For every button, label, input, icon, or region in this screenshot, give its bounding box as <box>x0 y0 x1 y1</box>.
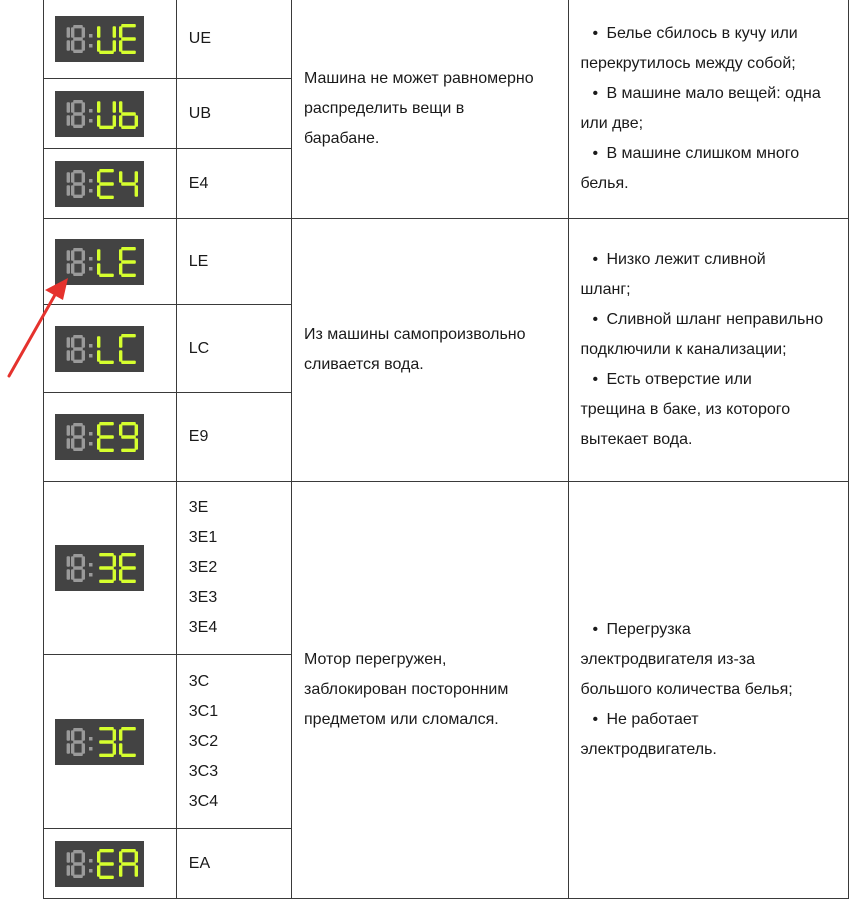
error-code: UB <box>188 104 212 122</box>
display-segment <box>97 438 100 450</box>
display-segment <box>73 112 83 115</box>
display-segment <box>99 169 114 172</box>
display-segment <box>73 170 83 173</box>
display-segment <box>97 249 100 261</box>
display-segment <box>121 182 136 185</box>
display-segment <box>121 125 136 128</box>
display-segment <box>99 580 114 583</box>
display-segment <box>119 865 122 877</box>
display-segment <box>99 875 114 878</box>
display-segment <box>71 852 74 863</box>
display-colon <box>89 119 93 123</box>
display-segment <box>67 102 70 113</box>
display-colon <box>89 34 93 38</box>
fault-description: Машина не может равномерно распределить вещи в барабане. <box>304 69 534 147</box>
display-segment <box>119 569 122 581</box>
display-segment <box>121 553 136 556</box>
display-segment <box>73 874 83 877</box>
display-segment <box>67 852 70 863</box>
display-segment <box>99 862 114 865</box>
error-code: LC <box>188 339 210 357</box>
error-code: UE <box>188 29 212 47</box>
display-cell <box>44 149 177 219</box>
display-segment <box>121 727 136 730</box>
display-segment <box>119 101 122 113</box>
code-cell <box>176 305 291 393</box>
display-segment <box>119 555 122 567</box>
display-segment <box>121 580 136 583</box>
display-segment <box>67 569 70 580</box>
display-segment <box>113 101 116 113</box>
display-segment <box>82 865 85 876</box>
display-segment <box>67 865 70 876</box>
display-segment <box>99 849 114 852</box>
code-cell <box>176 393 291 482</box>
display-segment <box>97 171 100 183</box>
display-segment <box>97 101 100 113</box>
display-segment <box>73 37 83 40</box>
display-segment <box>99 125 114 128</box>
display-segment <box>97 115 100 127</box>
display-segment <box>71 115 74 126</box>
display-segment <box>121 449 136 452</box>
display-segment <box>119 743 122 755</box>
cause-item: • Белье сбилось в кучу или перекрутилось между собой; <box>580 19 848 79</box>
display-segment <box>71 730 74 741</box>
display-segment <box>82 337 85 348</box>
description-cell <box>292 219 569 482</box>
display-segment <box>71 438 74 449</box>
display-colon <box>89 257 93 261</box>
display-segment <box>73 579 83 582</box>
display-segment <box>67 556 70 567</box>
error-code: 3E1 <box>188 529 218 546</box>
description-cell <box>292 0 569 219</box>
display-segment <box>113 115 116 127</box>
code-cell <box>176 482 291 655</box>
error-code: E9 <box>188 428 209 445</box>
display-segment <box>82 185 85 196</box>
display-segment <box>121 360 136 363</box>
display-segment <box>97 865 100 877</box>
error-code: 3C1 <box>188 702 219 720</box>
display-segment <box>135 424 138 436</box>
causes-cell <box>569 219 849 482</box>
display-segment <box>113 729 116 741</box>
display-segment <box>121 422 136 425</box>
display-colon <box>89 442 93 446</box>
error-display-icon <box>55 91 144 137</box>
display-segment <box>135 185 138 197</box>
error-code: LE <box>188 252 209 270</box>
table-row <box>44 0 849 79</box>
red-arrow-icon <box>0 260 80 385</box>
display-segment <box>99 422 114 425</box>
display-segment <box>73 124 83 127</box>
display-cell <box>44 393 177 482</box>
display-colon <box>89 859 93 863</box>
display-segment <box>73 850 83 853</box>
causes-list <box>580 615 848 765</box>
display-colon <box>89 563 93 567</box>
display-segment <box>73 182 83 185</box>
display-segment <box>82 852 85 863</box>
display-segment <box>82 250 85 261</box>
display-segment <box>113 569 116 581</box>
error-codes-table <box>43 0 849 899</box>
display-segment <box>73 448 83 451</box>
display-segment <box>73 554 83 557</box>
error-code: 3E4 <box>188 619 218 636</box>
display-segment <box>135 438 138 450</box>
display-segment <box>121 273 136 276</box>
error-code: EA <box>188 854 211 872</box>
display-segment <box>121 435 136 438</box>
display-segment <box>67 425 70 436</box>
display-segment <box>82 425 85 436</box>
error-display-icon <box>55 414 144 460</box>
display-segment <box>119 249 122 261</box>
display-segment <box>121 50 136 53</box>
display-colon <box>89 869 93 873</box>
display-segment <box>73 25 83 28</box>
display-segment <box>121 24 136 27</box>
code-cell <box>176 219 291 305</box>
display-segment <box>82 743 85 754</box>
display-segment <box>71 425 74 436</box>
display-segment <box>97 851 100 863</box>
description-cell <box>292 482 569 899</box>
display-segment <box>99 753 114 756</box>
display-segment <box>135 865 138 877</box>
error-display-icon <box>55 841 144 887</box>
code-cell <box>176 0 291 79</box>
display-segment <box>119 729 122 741</box>
display-colon <box>89 354 93 358</box>
display-segment <box>121 566 136 569</box>
display-segment <box>82 27 85 38</box>
display-segment <box>99 195 114 198</box>
display-cell <box>44 482 177 655</box>
display-segment <box>99 273 114 276</box>
display-cell <box>44 655 177 829</box>
causes-list <box>580 245 848 455</box>
display-segment <box>73 248 83 251</box>
display-segment <box>119 263 122 275</box>
display-segment <box>82 102 85 113</box>
error-code: 3C4 <box>188 792 219 810</box>
error-code: E4 <box>188 174 209 192</box>
display-segment <box>99 553 114 556</box>
display-cell <box>44 0 177 79</box>
display-segment <box>99 360 114 363</box>
display-colon <box>89 109 93 113</box>
display-segment <box>119 851 122 863</box>
display-segment <box>121 862 136 865</box>
display-segment <box>71 743 74 754</box>
table-row <box>44 219 849 305</box>
display-segment <box>135 171 138 183</box>
display-segment <box>73 435 83 438</box>
display-colon <box>89 747 93 751</box>
display-segment <box>67 27 70 38</box>
display-segment <box>82 172 85 183</box>
display-segment <box>82 556 85 567</box>
error-display-icon <box>55 719 144 765</box>
display-segment <box>73 862 83 865</box>
error-display-icon <box>55 16 144 62</box>
display-colon <box>89 267 93 271</box>
display-segment <box>113 26 116 38</box>
display-segment <box>121 247 136 250</box>
display-segment <box>121 112 136 115</box>
display-colon <box>89 179 93 183</box>
cause-item: • Сливной шланг неправильно подключили к канализации; <box>580 305 835 365</box>
display-segment <box>97 26 100 38</box>
display-cell <box>44 79 177 149</box>
display-segment <box>97 263 100 275</box>
display-segment <box>82 569 85 580</box>
error-code: 3C <box>188 672 210 690</box>
display-segment <box>73 100 83 103</box>
display-segment <box>71 40 74 51</box>
display-segment <box>71 250 74 261</box>
display-segment <box>97 185 100 197</box>
display-segment <box>121 37 136 40</box>
display-colon <box>89 44 93 48</box>
display-cell <box>44 829 177 899</box>
display-segment <box>82 263 85 274</box>
cause-item: • В машине мало вещей: одна или две; <box>580 79 848 139</box>
display-segment <box>135 851 138 863</box>
display-segment <box>99 566 114 569</box>
causes-cell <box>569 482 849 899</box>
table-row <box>44 482 849 655</box>
causes-list <box>580 19 848 199</box>
display-segment <box>82 115 85 126</box>
display-segment <box>73 49 83 52</box>
display-segment <box>97 424 100 436</box>
display-segment <box>82 730 85 741</box>
error-display-icon <box>55 161 144 207</box>
display-segment <box>71 865 74 876</box>
error-code: 3E <box>188 499 209 516</box>
display-segment <box>73 752 83 755</box>
display-segment <box>121 753 136 756</box>
display-segment <box>71 556 74 567</box>
display-segment <box>97 336 100 348</box>
display-segment <box>119 26 122 38</box>
display-segment <box>67 40 70 51</box>
causes-cell <box>569 0 849 219</box>
display-segment <box>99 435 114 438</box>
display-colon <box>89 344 93 348</box>
display-segment <box>99 727 114 730</box>
display-colon <box>89 573 93 577</box>
code-cell <box>176 149 291 219</box>
display-segment <box>67 730 70 741</box>
display-segment <box>113 555 116 567</box>
cause-item: • Низко лежит сливной шланг; <box>580 245 795 305</box>
display-segment <box>71 569 74 580</box>
cause-item: • Не работает электродвигатель. <box>580 705 780 765</box>
display-segment <box>73 423 83 426</box>
display-segment <box>119 40 122 52</box>
display-colon <box>89 189 93 193</box>
display-segment <box>67 115 70 126</box>
display-segment <box>121 849 136 852</box>
display-segment <box>67 172 70 183</box>
display-segment <box>73 740 83 743</box>
code-cell <box>176 829 291 899</box>
fault-description: Мотор перегружен, заблокирован посторонним предметом или сломался. <box>304 651 509 728</box>
display-segment <box>67 438 70 449</box>
display-segment <box>113 40 116 52</box>
display-segment <box>67 743 70 754</box>
display-segment <box>82 438 85 449</box>
error-code: 3E3 <box>188 589 218 606</box>
cause-item: • В машине слишком много белья. <box>580 139 848 199</box>
display-segment <box>99 740 114 743</box>
display-segment <box>99 182 114 185</box>
cause-item: • Есть отверстие или трещина в баке, из которого вытекает вода. <box>580 365 820 455</box>
cause-item: • Перегрузка электродвигателя из-за большого количества белья; <box>580 615 825 705</box>
display-segment <box>82 40 85 51</box>
code-cell <box>176 79 291 149</box>
display-segment <box>73 566 83 569</box>
code-cell <box>176 655 291 829</box>
display-segment <box>71 102 74 113</box>
display-segment <box>99 50 114 53</box>
display-segment <box>97 350 100 362</box>
error-display-icon <box>55 545 144 591</box>
display-segment <box>121 334 136 337</box>
error-code: 3C3 <box>188 762 219 780</box>
display-segment <box>73 728 83 731</box>
display-segment <box>71 27 74 38</box>
display-segment <box>121 260 136 263</box>
display-segment <box>113 743 116 755</box>
error-code: 3E2 <box>188 559 218 576</box>
display-segment <box>119 424 122 436</box>
display-segment <box>99 449 114 452</box>
display-segment <box>73 194 83 197</box>
display-segment <box>119 336 122 348</box>
display-segment <box>119 115 122 127</box>
display-segment <box>97 40 100 52</box>
display-segment <box>67 250 70 261</box>
error-code: 3C2 <box>188 732 219 750</box>
display-segment <box>71 185 74 196</box>
display-colon <box>89 432 93 436</box>
display-segment <box>67 185 70 196</box>
display-segment <box>71 172 74 183</box>
display-colon <box>89 737 93 741</box>
fault-description: Из машины самопроизвольно сливается вода. <box>304 326 526 373</box>
display-segment <box>119 350 122 362</box>
display-segment <box>82 350 85 361</box>
display-segment <box>119 171 122 183</box>
display-segment <box>135 115 138 127</box>
